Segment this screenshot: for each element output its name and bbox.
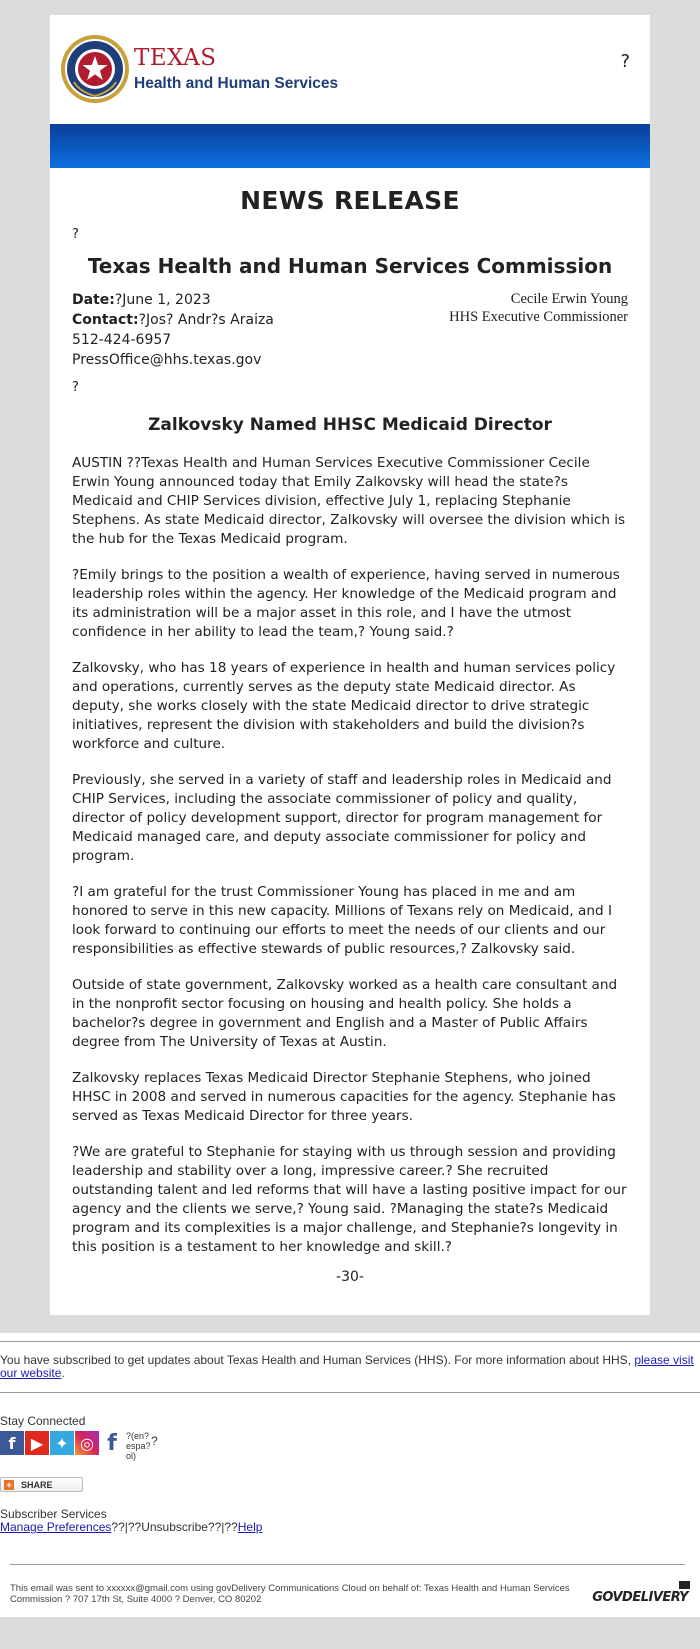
agency-name: Texas Health and Human Services Commission [87,254,613,278]
body-paragraph: Outside of state government, Zalkovsky worked as a health care consultant and in the nonprofit sector focusing on housing and health policy. She holds a bachelor?s degree in government and English and a Master of Public Affairs degree from The University of Texas at Austin. [72,977,618,1050]
share-button[interactable] [0,1477,83,1492]
subscription-notice [0,1342,700,1380]
govdelivery-wordmark: GOVDELIVERY [592,1590,688,1605]
espanol-label: ?(en? espa?ol) [126,1431,151,1461]
twitter-icon[interactable]: ✦ [50,1431,74,1455]
social-links [0,1431,700,1461]
body-paragraph: ?We are grateful to Stephanie for staying with us through session and providing leadership and stability over a long, impressive career.? She recruited outstanding talent and led reforms that will have a lasting positive impact for our agency and the clients we serve,? Young said. ?Managing the state?s Medicaid program and its complexities is a major challenge, and Stephanie?s longevity in this position is a testament to her knowledge and skill.? [72,1144,627,1255]
body-paragraph: ?Emily brings to the position a wealth of experience, having served in numerous leadership roles within the agency. Her knowledge of the Medicaid program and its administration will be a major asset in this role, and I have the utmost confidence in her ability to lead the team,? Young said.? [72,567,620,640]
placeholder-char: ? [151,1434,158,1448]
contact-block [72,290,274,370]
sent-notice: This email was sent to xxxxxx@gmail.com using govDelivery Communications Cloud on behalf of: Texas Health and Human Services Commission ? 707 17th St, Suite 4000 ? Denver, CO 80202 [10,1583,570,1605]
body-paragraph: AUSTIN ??Texas Health and Human Services Executive Commissioner Cecile Erwin Young announced today that Emily Zalkovsky will head the state?s Medicaid and CHIP Services division, effective July 1, replacing Stephanie Stephens. As state Medicaid director, Zalkovsky will oversee the division which is the hub for the Texas Medicaid program. [72,455,626,547]
contact-name: ?Jos? Andr?s Araiza [138,312,274,328]
contact-email: PressOffice@hhs.texas.gov [72,352,262,368]
manage-preferences-link[interactable]: Manage Preferences [0,1520,112,1534]
govdelivery-logo[interactable] [592,1590,688,1605]
end-mark: -30- [336,1269,364,1285]
release-meta [72,290,628,370]
subscription-period: . [61,1366,65,1380]
youtube-icon[interactable]: ▶ [25,1431,49,1455]
email-footer [0,1333,700,1617]
release-content [50,186,650,1315]
header-placeholder-char: ? [620,51,630,72]
subscriber-services [0,1508,700,1534]
release-headline: Zalkovsky Named HHSC Medicaid Director [148,415,552,435]
logo-subtitle: Health and Human Services [134,74,339,92]
commissioner-block [449,290,628,370]
separator: ??|?? [111,1520,142,1534]
unsubscribe-link[interactable]: Unsubscribe [141,1520,208,1534]
commissioner-title: HHS Executive Commissioner [449,309,628,325]
hhs-logo [60,34,338,104]
help-link[interactable]: Help [237,1520,263,1534]
email-card [50,15,650,1315]
contact-label: Contact: [72,312,139,328]
plus-icon: + [4,1480,14,1490]
body-paragraph: Previously, she served in a variety of staff and leadership roles in Medicaid and CHIP Services, including the associate commissioner of policy and quality, director of policy development support, director for program management for Medicaid managed care, and deputy associate commissioner for policy and program. [72,772,612,864]
placeholder-char: ? [72,227,79,242]
release-body [72,454,628,1257]
sent-info [0,1565,700,1617]
blue-banner [50,124,650,168]
logo-wordmark: TEXAS [134,44,217,71]
placeholder-char: ? [72,380,79,395]
body-paragraph: Zalkovsky, who has 18 years of experience in health and human services policy and operations, currently serves as the deputy state Medicaid director. As deputy, she works closely with the state Medicaid director to drive strategic initiatives, represent the division with stakeholders and build the division?s workforce and culture. [72,660,616,752]
facebook-espanol-icon[interactable]: f [100,1431,124,1455]
date-value: ?June 1, 2023 [114,292,211,308]
body-paragraph: Zalkovsky replaces Texas Medicaid Director Stephanie Stephens, who joined HHSC in 2008 and served in numerous capacities for the agency. Stephanie has served as Texas Medicaid Director for three years. [72,1070,616,1124]
texas-seal-icon [60,34,130,104]
date-label: Date: [72,292,115,308]
facebook-icon[interactable]: f [0,1431,24,1455]
body-paragraph: ?I am grateful for the trust Commissioner Young has placed in me and am honored to serve in this new capacity. Millions of Texans rely on Medicaid, and I look forward to continuing our efforts to meet the needs of our clients and our responsibilities as effective stewards of public resources,? Zalkovsky said. [72,884,612,957]
stay-connected-label: Stay Connected [0,1414,86,1428]
govdelivery-flag-icon [679,1581,690,1589]
news-release-title: NEWS RELEASE [240,186,460,215]
contact-phone: 512-424-6957 [72,332,172,348]
visit-website-link[interactable]: please visit our website [0,1353,694,1380]
share-label: SHARE [21,1479,53,1490]
subscriber-services-label: Subscriber Services [0,1507,107,1521]
instagram-icon[interactable]: ◎ [75,1431,99,1455]
email-header [50,15,650,124]
commissioner-name: Cecile Erwin Young [510,291,628,307]
subscription-text: You have subscribed to get updates about Texas Health and Human Services (HHS). For more information about HHS, [0,1353,635,1367]
separator: ??|?? [207,1520,238,1534]
